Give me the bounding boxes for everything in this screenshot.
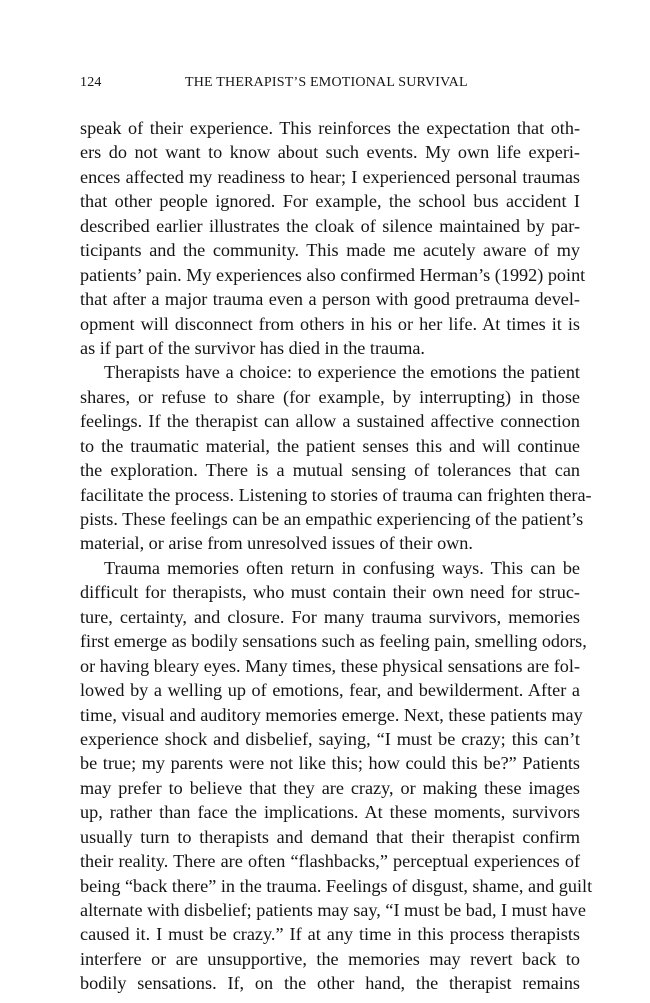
text-line: material, or arise from unresolved issues of their own.	[80, 533, 473, 554]
text-line: up, rather than face the implications. At these moments, survivors	[80, 802, 580, 823]
text-line: time, visual and auditory memories emerge. Next, these patients may	[80, 704, 583, 725]
text-line: the exploration. There is a mutual sensing of tolerances that can	[80, 460, 580, 481]
text-line: experience shock and disbelief, saying, “I must be crazy; this can’t	[80, 728, 580, 749]
text-line: shares, or refuse to share (for example, by interrupting) in those	[80, 386, 580, 407]
text-line: described earlier illustrates the cloak of silence maintained by par-	[80, 215, 580, 236]
text-line: bodily sensations. If, on the other hand, the therapist remains	[80, 973, 580, 994]
text-line: or having bleary eyes. Many times, these physical sensations are fol-	[80, 655, 581, 676]
paragraph-1	[80, 116, 586, 360]
text-line: may prefer to believe that they are crazy, or making these images	[80, 777, 580, 798]
page-number: 124	[80, 75, 102, 90]
paragraph-2	[80, 360, 592, 556]
text-line: that other people ignored. For example, the school bus accident I	[80, 191, 580, 212]
text-line: Therapists have a choice: to experience the emotions the patient	[104, 362, 580, 383]
text-line: to the traumatic material, the patient senses this and will continue	[80, 435, 580, 456]
text-line: that after a major trauma even a person with good pretrauma devel-	[80, 289, 580, 310]
text-line: lowed by a welling up of emotions, fear, and bewilderment. After a	[80, 680, 580, 701]
body-text	[80, 116, 593, 996]
text-line: their reality. There are often “flashbacks,” perceptual experiences of	[80, 851, 580, 872]
text-line: alternate with disbelief; patients may say, “I must be bad, I must have	[80, 900, 586, 920]
text-line: ticipants and the community. This made me acutely aware of my	[80, 240, 580, 261]
text-line: ences affected my readiness to hear; I experienced personal traumas	[80, 166, 580, 187]
text-line: usually turn to therapists and demand that their therapist confirm	[80, 826, 580, 847]
text-line: difficult for therapists, who must contain their own need for struc-	[80, 582, 580, 603]
text-line: speak of their experience. This reinforces the expectation that oth-	[80, 118, 580, 138]
text-line: opment will disconnect from others in his or her life. At times it is	[80, 313, 580, 334]
text-line: interfere or are unsupportive, the memories may revert back to	[80, 948, 580, 969]
text-line: be true; my parents were not like this; how could this be?” Patients	[80, 753, 580, 774]
text-line: ture, certainty, and closure. For many trauma survivors, memories	[80, 606, 580, 627]
paragraph-3	[80, 556, 593, 996]
text-line: being “back there” in the trauma. Feelings of disgust, shame, and guilt	[80, 875, 593, 896]
text-line: ers do not want to know about such events. My own life experi-	[80, 142, 580, 163]
text-line: patients’ pain. My experiences also confirmed Herman’s (1992) point	[80, 264, 586, 285]
text-line: caused it. I must be crazy.” If at any time in this process therapists	[80, 924, 580, 945]
running-head	[80, 75, 578, 97]
text-line: pists. These feelings can be an empathic experiencing of the patient’s	[80, 509, 584, 529]
text-line: first emerge as bodily sensations such as feeling pain, smelling odors,	[80, 631, 587, 652]
running-title: THE THERAPIST’S EMOTIONAL SURVIVAL	[185, 75, 468, 90]
text-line: as if part of the survivor has died in the trauma.	[80, 337, 425, 358]
text-line: Trauma memories often return in confusing ways. This can be	[104, 557, 580, 578]
text-line: facilitate the process. Listening to stories of trauma can frighten thera-	[80, 484, 592, 505]
text-line: feelings. If the therapist can allow a sustained affective connection	[80, 411, 580, 432]
